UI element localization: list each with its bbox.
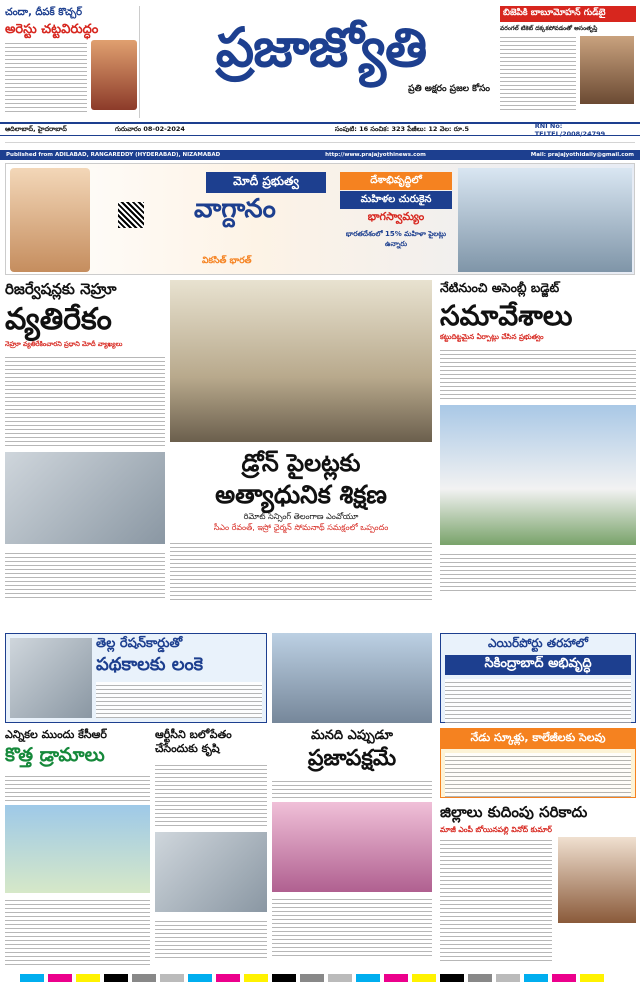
story-praja-head: ప్రజాపక్షమే bbox=[307, 746, 397, 771]
left-teaser-text bbox=[5, 40, 87, 112]
secunderabad-photo bbox=[272, 633, 432, 723]
story-secunderabad-kicker: ఎయిర్‌పోర్టు తరహాలో bbox=[488, 636, 588, 650]
ad-modi-photo bbox=[10, 168, 90, 272]
ad-right-mid: మహిళల చురుకైన bbox=[340, 191, 452, 209]
story-holiday bbox=[440, 728, 636, 798]
story-assembly-sub: కట్టుదిట్టమైన ఏర్పాట్లు చేసిన ప్రభుత్వం bbox=[440, 333, 544, 341]
ad-pilots-photo bbox=[458, 168, 632, 272]
left-teaser bbox=[5, 6, 140, 118]
story-rtc bbox=[155, 728, 267, 968]
story-kcr-text bbox=[5, 773, 150, 801]
dateline bbox=[0, 122, 640, 136]
story-rtc-photo bbox=[155, 832, 267, 912]
right-teaser-text bbox=[500, 34, 576, 112]
story-nehru bbox=[5, 280, 165, 605]
place: ఆదిలాబాద్, హైదరాబాద్ bbox=[5, 124, 67, 133]
ad-right-bottom: భాగస్వామ్యం bbox=[367, 210, 425, 223]
story-ration bbox=[5, 633, 267, 723]
logo bbox=[146, 8, 496, 103]
left-teaser-head: అరెస్టు చట్టవిరుద్ధం bbox=[5, 22, 99, 37]
rni: RNI No: TELTEL/2008/24799 bbox=[534, 121, 606, 138]
left-teaser-photo bbox=[91, 40, 137, 110]
ad-title: మోదీ ప్రభుత్వ bbox=[206, 172, 326, 193]
date: గురువారం 08-02-2024 bbox=[114, 124, 185, 133]
mail: Mail: prajajyothidaily@gmail.com bbox=[530, 152, 634, 158]
panchangam-line bbox=[5, 139, 635, 146]
lead-head-2: అత్యాధునిక శిక్షణ bbox=[215, 480, 387, 509]
story-nehru-text-2 bbox=[5, 550, 165, 600]
story-kcr-text-2 bbox=[5, 897, 150, 967]
story-praja-photo bbox=[272, 802, 432, 892]
story-rtc-text bbox=[155, 762, 267, 826]
story-districts-photo bbox=[558, 837, 636, 923]
story-nehru-text bbox=[5, 354, 165, 446]
published-from: Published from ADILABAD, RANGAREDDY (HYDERABAD), NIZAMABAD bbox=[6, 152, 221, 158]
story-assembly bbox=[440, 280, 636, 605]
story-ration-head: పథకాలకు లంకె bbox=[96, 654, 204, 675]
story-nehru-kicker: రిజర్వేషన్లకు నెహ్రూ bbox=[5, 280, 117, 298]
story-rtc-head: ఆర్టీసీని బలోపేతం చేసేందుకు కృషి bbox=[155, 728, 232, 755]
ad-stat: భారతదేశంలో 15% మహిళా పైలట్లు ఉన్నారు bbox=[345, 230, 447, 248]
lead-photo bbox=[170, 280, 432, 442]
lead-head-1: డ్రోన్ పైలట్లకు bbox=[241, 449, 361, 477]
website: http://www.prajajyothinews.com bbox=[325, 152, 426, 158]
ad-banner bbox=[5, 163, 635, 275]
story-praja-text-2 bbox=[272, 896, 432, 956]
publish-bar bbox=[0, 150, 640, 160]
right-teaser-title: బిజెపికి బాబూమోహన్ గుడ్‌బై bbox=[500, 6, 636, 22]
story-secunderabad-text bbox=[445, 679, 631, 723]
story-assembly-head: సమావేశాలు bbox=[440, 299, 573, 332]
lead-sub-2: సీఎం రేవంత్, ఇస్రో ఛైర్మన్ సోమనాథ్ సమక్షంలో ఒప్పందం bbox=[213, 523, 389, 532]
left-teaser-title: చందా, దీపక్ కొచ్చర్ bbox=[5, 7, 83, 18]
story-praja bbox=[272, 728, 432, 968]
right-teaser-sub: వరంగల్ టికెట్ దక్కకపోవడంతో అసంతృప్తి bbox=[500, 25, 598, 32]
story-nehru-sub: నెహ్రూ వ్యతిరేకించారని ప్రధాని మోదీ వ్యాఖ్యలు bbox=[5, 340, 123, 348]
ad-qr bbox=[118, 202, 144, 228]
story-assembly-text-2 bbox=[440, 551, 636, 593]
story-nehru-head: వ్యతిరేకం bbox=[5, 302, 112, 337]
story-kcr-head: కొత్త డ్రామాలు bbox=[5, 744, 105, 766]
tagline: ప్రతి అక్షరం ప్రజల కోసం bbox=[408, 84, 490, 94]
story-ration-photo bbox=[10, 638, 92, 718]
story-districts bbox=[440, 803, 636, 968]
ad-slogan: వికసిత్ భారత్ bbox=[202, 256, 252, 266]
right-teaser-photo bbox=[580, 36, 634, 104]
story-assembly-text bbox=[440, 347, 636, 399]
ad-big: వాగ్దానం bbox=[194, 194, 276, 224]
ad-right-top: దేశాభివృద్ధిలో bbox=[340, 172, 452, 190]
story-praja-text bbox=[272, 778, 432, 798]
right-teaser bbox=[500, 6, 636, 118]
story-praja-kicker: మనది ఎప్పుడూ bbox=[311, 728, 393, 743]
issue: సంపుటి: 16 సంచిక: 323 పేజీలు: 12 వెల: రూ.5 bbox=[334, 124, 469, 133]
story-secunderabad-head: సికింద్రాబాద్ అభివృద్ధి bbox=[445, 655, 631, 675]
story-assembly-kicker: నేటినుంచి అసెంబ్లీ బడ్జెట్ bbox=[440, 280, 560, 295]
story-holiday-text bbox=[445, 753, 631, 797]
story-secunderabad bbox=[440, 633, 636, 723]
story-districts-sub: మాజీ ఎంపీ బోయినపల్లి వినోద్ కుమార్ bbox=[440, 825, 552, 834]
lead-sub-1: రిమోట్ సెన్సింగ్ తెలంగాణ ఎంవోయూ bbox=[243, 512, 359, 521]
story-ration-text bbox=[96, 682, 262, 718]
story-rtc-text-2 bbox=[155, 918, 267, 958]
logo-text: ప్రజాజ్యోతి bbox=[215, 16, 427, 79]
story-ration-kicker: తెల్ల రేషన్‌కార్డుతో bbox=[96, 636, 183, 651]
lead-text bbox=[170, 540, 432, 600]
lead-story bbox=[170, 448, 432, 608]
story-holiday-head: నేడు స్కూళ్లు, కాలేజీలకు సెలవు bbox=[441, 729, 635, 749]
story-kcr bbox=[5, 728, 150, 968]
story-districts-text bbox=[440, 837, 552, 962]
assembly-photo bbox=[440, 405, 636, 545]
story-districts-head: జిల్లాలు కుదింపు సరికాదు bbox=[440, 803, 588, 821]
color-registration-bar bbox=[20, 974, 620, 984]
story-nehru-photo bbox=[5, 452, 165, 544]
story-kcr-photo bbox=[5, 805, 150, 893]
story-kcr-kicker: ఎన్నికల ముందు కేసీఆర్ bbox=[5, 728, 107, 741]
